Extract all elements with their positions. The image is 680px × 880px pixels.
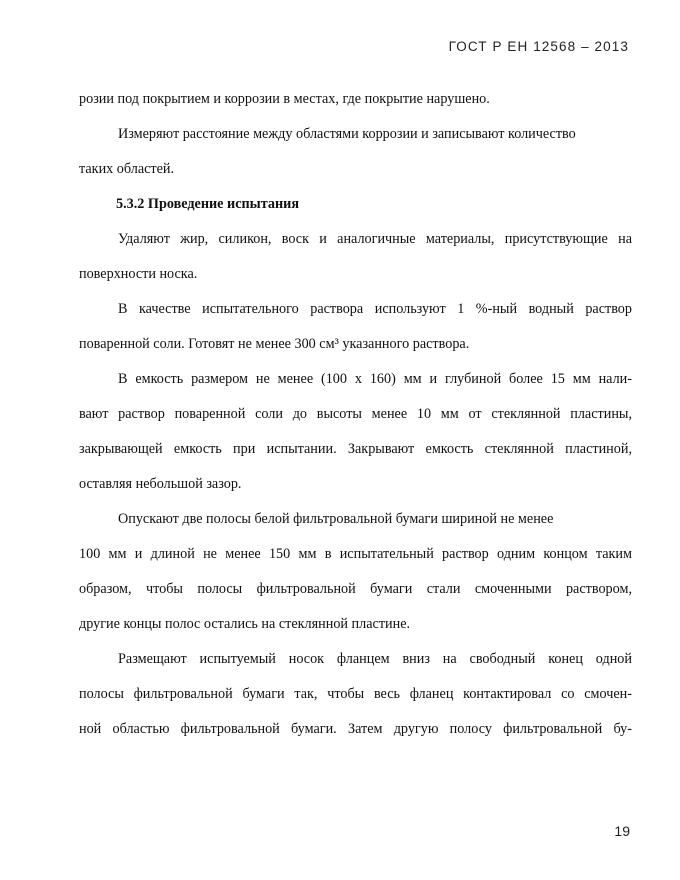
text-line: поверхности носка. [79, 266, 198, 282]
text-line: вают раствор поваренной соли до высоты менее 10 мм от стеклянной пластины, [79, 406, 632, 422]
text-line: В качестве испытательного раствора используют 1 %-ный водный раствор [118, 301, 632, 317]
text-line: Удаляют жир, силикон, воск и аналогичные материалы, присутствующие на [118, 231, 632, 247]
paragraph-continuation [79, 82, 632, 117]
paragraph-filter-paper [79, 502, 632, 642]
document-header: ГОСТ Р ЕН 12568 – 2013 [448, 39, 629, 54]
text-line: розии под покрытием и коррозии в местах, где покрытие нарушено. [79, 91, 490, 107]
text-line: Измеряют расстояние между областями коррозии и записывают количество [118, 126, 576, 142]
paragraph-test-solution [79, 292, 632, 362]
text-line: образом, чтобы полосы фильтровальной бумаги стали смоченными раствором, [79, 581, 632, 597]
text-line: поваренной соли. Готовят не менее 300 см³ указанного раствора. [79, 336, 470, 352]
text-line: ной областью фильтровальной бумаги. Затем другую полосу фильтровальной бу- [79, 721, 632, 737]
text-line: таких областей. [79, 161, 175, 177]
paragraph-container [79, 362, 632, 502]
section-heading: 5.3.2 Проведение испытания [116, 196, 300, 212]
text-line: оставляя небольшой зазор. [79, 476, 242, 492]
text-line: другие концы полос остались на стеклянной пластине. [79, 616, 411, 632]
document-body [79, 82, 632, 747]
page-number: 19 [614, 823, 630, 839]
text-line: В емкость размером не менее (100 х 160) мм и глубиной более 15 мм нали- [118, 371, 632, 387]
text-line: Размещают испытуемый носок фланцем вниз на свободный конец одной [118, 651, 632, 667]
text-line: закрывающей емкость при испытании. Закрывают емкость стеклянной пластиной, [79, 441, 632, 457]
paragraph-place-sample [79, 642, 632, 747]
text-line: 100 мм и длиной не менее 150 мм в испытательный раствор одним концом таким [79, 546, 632, 562]
text-line: полосы фильтровальной бумаги так, чтобы весь фланец контактировал со смочен- [79, 686, 632, 702]
paragraph-corrosion-measure [79, 117, 632, 187]
paragraph-remove-grease [79, 222, 632, 292]
text-line: Опускают две полосы белой фильтровальной бумаги шириной не менее [118, 511, 554, 527]
